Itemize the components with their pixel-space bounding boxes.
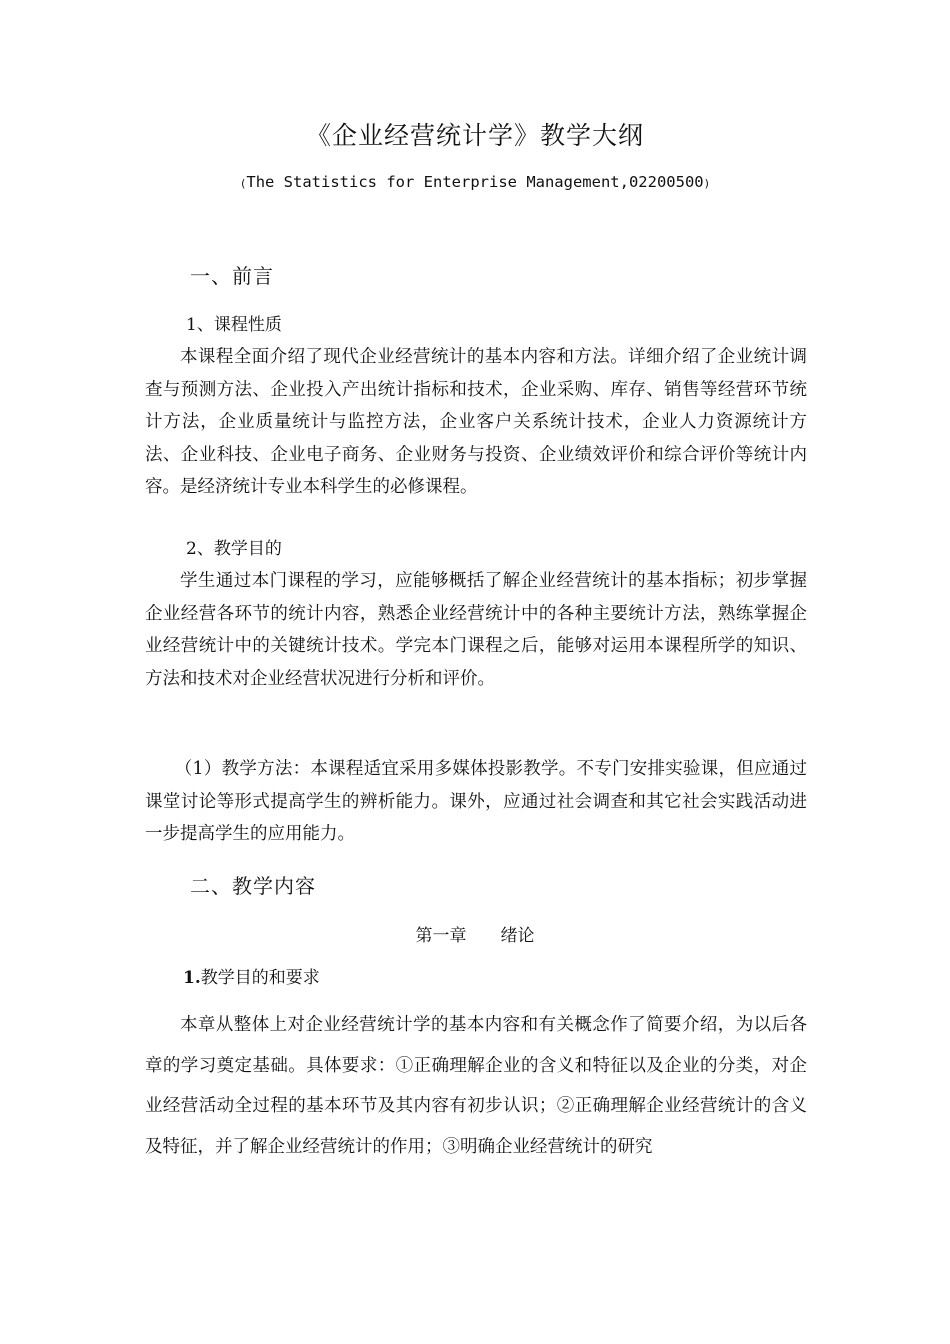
subheading-course-nature: 1、课程性质 bbox=[186, 315, 282, 335]
paragraph-course-nature: 本课程全面介绍了现代企业经营统计的基本内容和方法。详细介绍了企业统计调查与预测方法、企业投入产出统计指标和技术，企业采购、库存、销售等经营环节统计方法，企业质量统计与监控方法，企业客户关系统计技术，企业人力资源统计方法、企业科技、企业电子商务、企业财务与投资、企业绩效评价和综合评价等统计内容。是经济统计专业本科学生的必修课程。 bbox=[145, 347, 807, 497]
subtitle-open-paren: ( bbox=[239, 177, 247, 190]
paragraph-teaching-purpose: 学生通过本门课程的学习，应能够概括了解企业经营统计的基本指标；初步掌握企业经营各环节的统计内容，熟悉企业经营统计中的各种主要统计方法，熟练掌握企业经营统计中的关键统计技术。学完本门课程之后，能够对运用本课程所学的知识、方法和技术对企业经营状况进行分析和评价。 bbox=[145, 571, 807, 689]
subheading-chapter-goals bbox=[183, 963, 320, 988]
document-title: 《企业经营统计学》教学大纲 bbox=[305, 121, 644, 150]
subheading-teaching-purpose: 2、教学目的 bbox=[186, 539, 282, 559]
chapter-title bbox=[0, 921, 950, 946]
section-heading-preface: 一、前言 bbox=[190, 264, 274, 288]
paragraph-chapter-goals: 本章从整体上对企业经营统计学的基本内容和有关概念作了简要介绍，为以后各章的学习奠定基础。具体要求：①正确理解企业的含义和特征以及企业的分类，对企业经营活动全过程的基本环节及其内容有初步认识；②正确理解企业经营统计的含义及特征，并了解企业经营统计的作用；③明确企业经营统计的研究 bbox=[145, 1015, 807, 1157]
subtitle-text: The Statistics for Enterprise Management,02200500 bbox=[246, 173, 704, 191]
section-heading-content: 二、教学内容 bbox=[190, 874, 316, 898]
goal-label: 教学目的和要求 bbox=[200, 968, 320, 988]
paragraph-teaching-method: （1）教学方法：本课程适宜采用多媒体投影教学。不专门安排实验课，但应通过课堂讨论等形式提高学生的辨析能力。课外，应通过社会调查和其它社会实践活动进一步提高学生的应用能力。 bbox=[145, 759, 807, 844]
subtitle-close-paren: ) bbox=[703, 177, 711, 190]
chapter-name: 绪论 bbox=[500, 926, 535, 946]
goal-number: 1. bbox=[183, 968, 201, 988]
document-subtitle bbox=[0, 173, 950, 191]
chapter-number: 第一章 bbox=[415, 926, 467, 946]
